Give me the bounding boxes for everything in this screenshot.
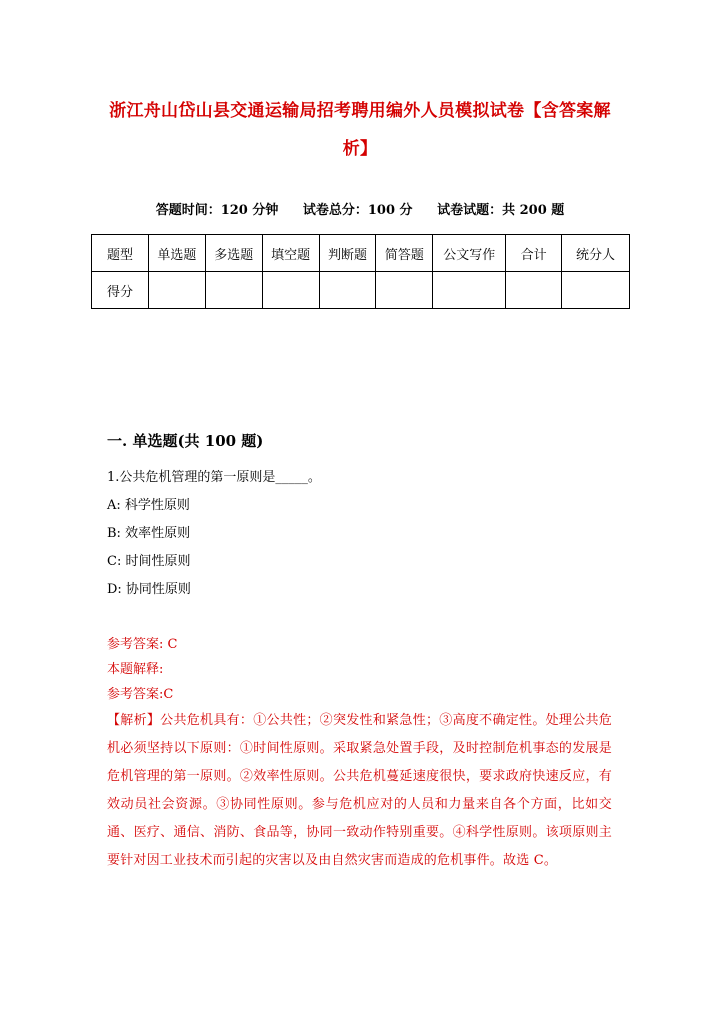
score-cell [262,272,319,309]
score-header-cell: 判断题 [319,235,376,272]
option-a: A: 科学性原则 [107,498,190,513]
score-header-cell: 填空题 [262,235,319,272]
score-table-header-row [92,235,630,272]
exam-total-score: 试卷总分：100 分 [302,203,413,218]
score-table-score-row [92,272,630,309]
score-cell [376,272,433,309]
score-table [91,234,630,309]
exam-meta [0,199,720,218]
exam-time: 答题时间：120 分钟 [155,203,279,218]
score-header-cell: 多选题 [205,235,262,272]
option-d: D: 协同性原则 [107,582,191,597]
section-title: 一. 单选题(共 100 题) [107,432,264,450]
option-c: C: 时间性原则 [107,554,191,569]
score-row-label: 得分 [92,272,149,309]
score-cell [319,272,376,309]
reference-answer-repeat: 参考答案:C [107,687,174,702]
explanation-label: 本题解释: [107,662,164,677]
score-header-cell: 公文写作 [433,235,506,272]
question-block [107,464,321,604]
score-cell [562,272,630,309]
score-header-cell: 题型 [92,235,149,272]
score-header-cell: 统分人 [562,235,630,272]
document-title: 浙江舟山岱山县交通运输局招考聘用编外人员模拟试卷【含答案解析】 [109,101,611,159]
score-cell [148,272,205,309]
option-b: B: 效率性原则 [107,526,191,541]
exam-question-count: 试卷试题：共 200 题 [437,203,565,218]
score-header-cell: 单选题 [148,235,205,272]
score-header-cell: 简答题 [376,235,433,272]
answer-block [107,632,612,875]
score-cell [205,272,262,309]
explanation-text: 【解析】公共危机具有：①公共性；②突发性和紧急性；③高度不确定性。处理公共危机必须坚持以下原则：①时间性原则。采取紧急处置手段，及时控制危机事态的发展是危机管理的第一原则。②效率性原则。公共危机蔓延速度很快，要求政府快速反应，有效动员社会资源。③协同性原则。参与危机应对的人员和力量来自各个方面，比如交通、医疗、通信、消防、食品等，协同一致动作特别重要。④科学性原则。该项原则主要针对因工业技术而引起的灾害以及由自然灾害而造成的危机事件。故选 C。 [107,713,612,868]
reference-answer: 参考答案: C [107,637,178,652]
question-stem: 1.公共危机管理的第一原则是_____。 [107,470,321,485]
score-cell [506,272,562,309]
score-cell [433,272,506,309]
score-header-cell: 合计 [506,235,562,272]
